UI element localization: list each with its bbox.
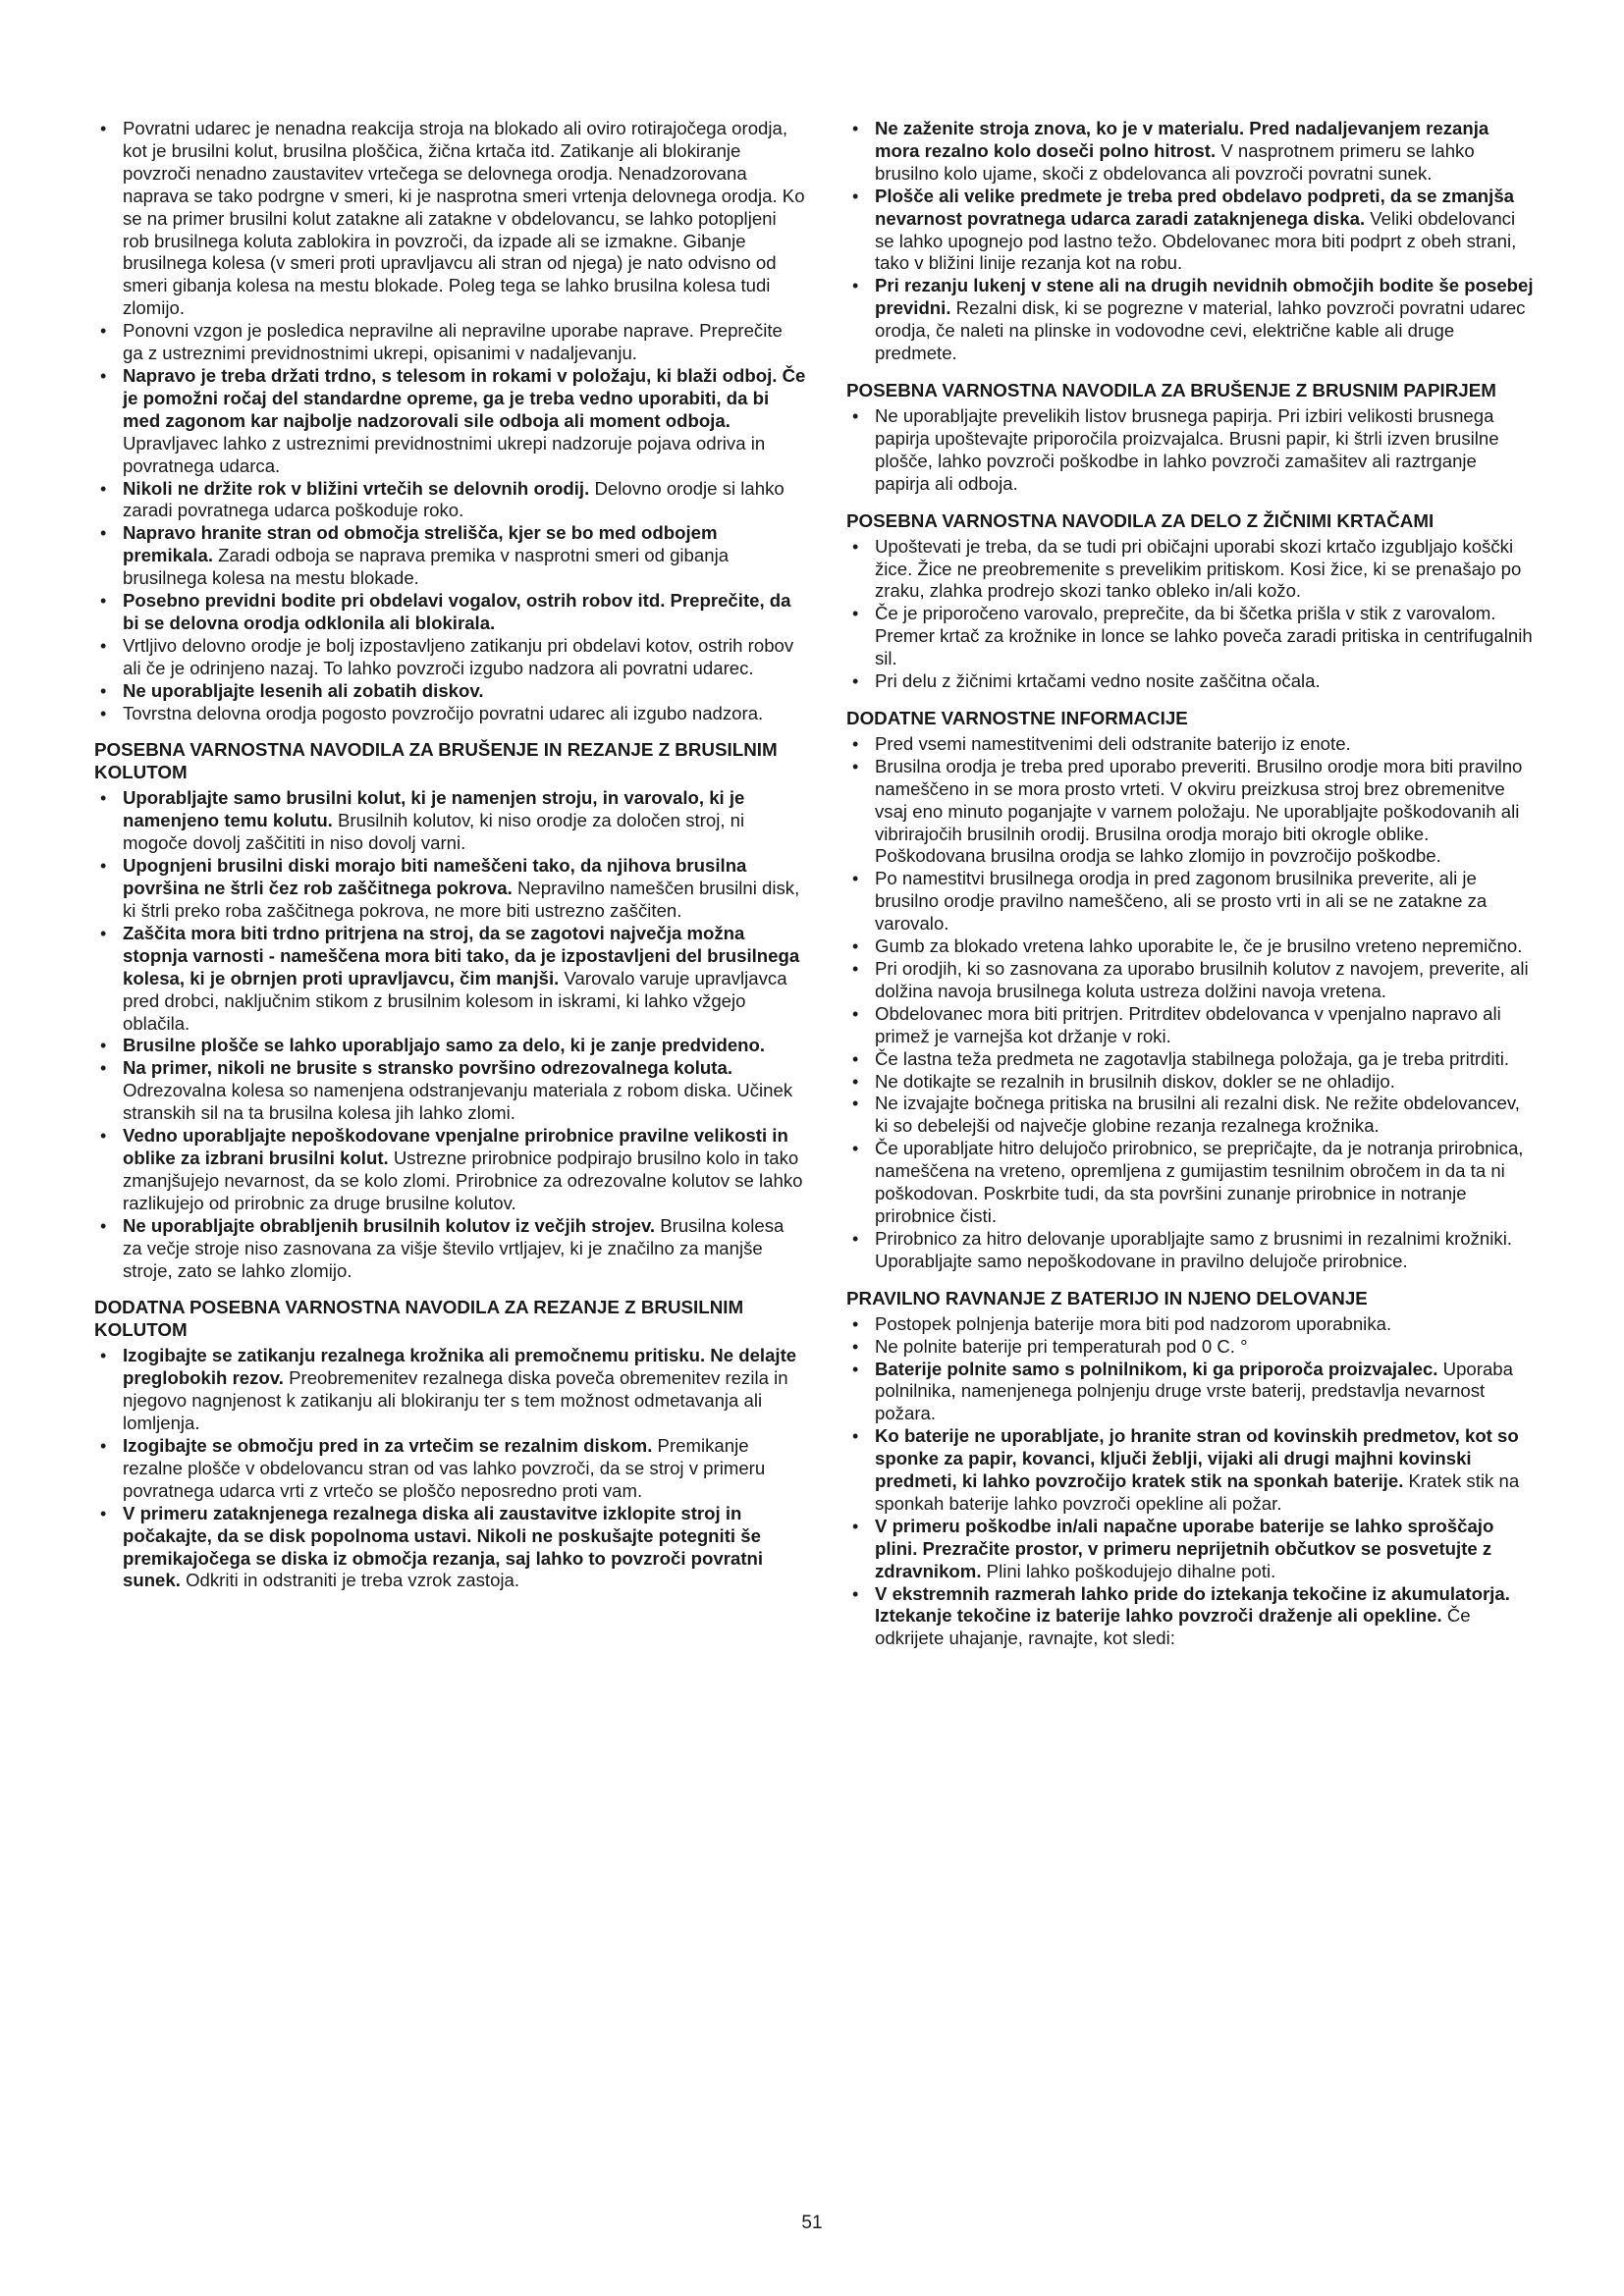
list-item-text: Povratni udarec je nenadna reakcija stroja na blokado ali oviro rotirajočega orodja, kot je brusilni kolut, brusilna ploščica, žična krtača itd. Zatikanje ali blokiranje povzroči nenadno zaustavitev vrtečega se delovnega orodja. Nenadzorovana naprava se tako podrgne v smeri, ki je nasprotna smeri vrtenja delovnega orodja. Ko se na primer brusilni kolut zatakne ali zatakne v obdelovancu, se lahko potopljeni rob brusilnega koluta zablokira in povzroči, da izpade ali se izmakne. Gibanje brusilnega kolesa (v smeri proti upravljavcu ali stran od njega) je nato odvisno od smeri gibanja kolesa na mestu blokade. Poleg tega se lahko brusilna kolesa tudi zlomijo. [123, 118, 805, 319]
list-item [846, 1336, 1534, 1359]
list-item-text: Nepravilno nameščen brusilni disk, ki štrli preko roba zaščitnega pokrova, ne more biti ustrezno zaščiten. [123, 878, 800, 921]
list-item-text: Zaradi odboja se naprava premika v nasprotni smeri od gibanja brusilnega kolesa na mestu blokade. [123, 545, 730, 589]
list-item [846, 1071, 1534, 1094]
list-item [94, 1503, 806, 1593]
cutting-continued-list [846, 118, 1534, 365]
list-item-bold-text: Ne zaženite stroja znova, ko je v materialu. Pred nadaljevanjem rezanja mora rezalno kolo doseči polno hitrost. [875, 118, 1489, 161]
list-item-text: Pred vsemi namestitvenimi deli odstranite baterijo iz enote. [875, 732, 1351, 754]
list-item-bold-text: Baterije polnite samo s polnilnikom, ki ga priporoča proizvajalec. [875, 1358, 1438, 1379]
list-item-text: Rezalni disk, ki se pogrezne v material, lahko povzroči povratni udarec orodja, če naleti na plinske in vodovodne cevi, električne kable ali druge predmete. [875, 297, 1526, 364]
list-item-text: Odrezovalna kolesa so namenjena odstranjevanju materiala z robom diska. Učinek stranskih sil na ta brusilna kolesa jih lahko zlomi. [123, 1080, 793, 1124]
list-item-bold-text: Posebno previdni bodite pri obdelavi vogalov, ostrih robov itd. Preprečite, da bi se delovna orodja odklonila ali blokirala. [123, 590, 791, 633]
additional-safety-list [846, 733, 1534, 1273]
list-item [846, 118, 1534, 186]
list-item-text: Brusilna kolesa za večje stroje niso zasnovana za višje število vrtljajev, ki je značilno za manjše stroje, zato se lahko zlomijo. [123, 1214, 785, 1281]
list-item [846, 935, 1534, 958]
list-item-text: Preobremenitev rezalnega diska poveča obremenitev rezila in njegovo nagnjenost k zatikanju ali blokiranju ter s tem možnost odmetavanja ali lomljenja. [123, 1367, 788, 1434]
list-item-bold-text: V ekstremnih razmerah lahko pride do iztekanja tekočine iz akumulatorja. Iztekanje tekočine iz baterije lahko povzroči draženje ali opekline. [875, 1582, 1510, 1627]
right-column [846, 118, 1534, 1650]
list-item-text: Upoštevati je treba, da se tudi pri običajni uporabi skozi krtačo izgubljajo koščki žice. Žice ne preobremenite s prevelikim pritiskom. Kosi žice, ki se prenašajo po zraku, zlahka prodrejo skozi tanko obleko in/ali kožo. [875, 535, 1522, 602]
list-item-text: Veliki obdelovanci se lahko upognejo pod lastno težo. Obdelovanec mora biti podprt z obeh strani, tako v bližini linije rezanja kot na robu. [875, 207, 1517, 274]
list-item [846, 1313, 1534, 1336]
list-item-bold-text: Ko baterije ne uporabljate, jo hranite stran od kovinskih predmetov, kot so sponke za papir, kovanci, ključi žeblji, vijaki ali drugi majhni kovinski predmeti, ki lahko povzročijo kratek stik na sponkah baterije. [875, 1425, 1519, 1492]
list-item-text: V nasprotnem primeru se lahko brusilno kolo ujame, skoči z obdelovanca ali povzroči povratni sunek. [875, 139, 1475, 184]
list-item-text: Če je priporočeno varovalo, preprečite, da bi ščetka prišla v stik z varovalom. Premer krtač za krožnike in lonce se lahko poveča zaradi pritiska in centrifugalnih sil. [875, 603, 1533, 669]
list-item [846, 186, 1534, 276]
list-item-bold-text: Uporabljajte samo brusilni kolut, ki je namenjen stroju, in varovalo, ki je namenjeno temu kolutu. [123, 787, 745, 831]
list-item-text: Obdelovanec mora biti pritrjen. Pritrditev obdelovanca v vpenjalno napravo ali primež je varnejša kot držanje v roki. [875, 1002, 1501, 1046]
list-item-text: Delovno orodje si lahko zaradi povratnega udarca poškoduje roko. [123, 477, 785, 521]
list-item-text: Vrtljivo delovno orodje je bolj izpostavljeno zatikanju pri obdelavi kotov, ostrih robov ali če je odrinjeno nazaj. To lahko povzroči izgubo nadzora ali povratni udarec. [123, 634, 794, 678]
sandpaper-list [846, 405, 1534, 496]
list-item [846, 603, 1534, 670]
grinding-cutting-list [94, 787, 806, 1282]
section-title-grinding-cutting: POSEBNA VARNOSTNA NAVODILA ZA BRUŠENJE IN REZANJE Z BRUSILNIM KOLUTOM [94, 739, 778, 783]
list-item-bold-text: Ne uporabljajte obrabljenih brusilnih kolutov iz večjih strojev. [123, 1214, 656, 1236]
list-item-bold-text: Pri rezanju lukenj v stene ali na drugih nevidnih območjih bodite še posebej previdni. [875, 275, 1534, 319]
list-item-text: Odkriti in odstraniti je treba vzrok zastoja. [186, 1570, 520, 1591]
list-item [846, 733, 1534, 756]
list-item [846, 958, 1534, 1003]
list-item-text: Ustrezne prirobnice podpirajo brusilno kolo in tako zmanjšujejo nevarnost, da se kolo zlomi. Prirobnice za odrezovalne kolutov se lahko razlikujejo od prirobnic za druge brusilne kolutov. [123, 1147, 803, 1213]
list-item-bold-text: Nikoli ne držite rok v bližini vrtečih se delovnih orodij. [123, 477, 590, 499]
list-item-bold-text: Napravo hranite stran od območja strelišča, kjer se bo med odbojem premikala. [123, 522, 718, 566]
list-item [846, 1048, 1534, 1071]
list-item-text: Če lastna teža predmeta ne zagotavlja stabilnega položaja, ga je treba pritrditi. [875, 1047, 1510, 1069]
list-item-text: Ne polnite baterije pri temperaturah pod 0 C. ° [875, 1335, 1248, 1357]
list-item-text: Brusilna orodja je treba pred uporabo preveriti. Brusilno orodje mora biti pravilno nameščeno in se mora prosto vrteti. V okviru preizkusa stroj brez obremenitve vsaj eno minuto poganjajte v varnem položaju. Ne uporabljajte poškodovanih ali vibrirajočih brusilnih orodij. Brusilna orodja morajo biti okrogle oblike. Poškodovana brusilna orodja se lahko zlomijo in povzročijo poškodbe. [875, 755, 1523, 867]
list-item-text: Ne dotikajte se rezalnih in brusilnih diskov, dokler se ne ohladijo. [875, 1070, 1395, 1092]
list-item-text: Varovalo varuje upravljavca pred drobci, naključnim stikom z brusilnim kolesom in iskrami, ki lahko vžgejo oblačila. [123, 967, 787, 1034]
list-item [94, 1345, 806, 1435]
list-item [846, 1359, 1534, 1426]
list-item-bold-text: Vedno uporabljajte nepoškodovane vpenjalne prirobnice pravilne velikosti in oblike za izbrani brusilni kolut. [123, 1125, 788, 1168]
section-title-battery: PRAVILNO RAVNANJE Z BATERIJO IN NJENO DELOVANJE [846, 1287, 1368, 1308]
list-item-text: Če uporabljate hitro delujočo prirobnico, se prepričajte, da je notranja prirobnica, nameščena na vreteno, opremljena z gumijastim tesnilnim obročem in da ta ni poškodovan. Poskrbite tudi, da sta površini zunanje prirobnice in notranje prirobnice čisti. [875, 1138, 1524, 1226]
kickback-list [94, 118, 806, 724]
list-item-text: Po namestitvi brusilnega orodja in pred zagonom brusilnika preverite, ali je brusilno orodje pravilno nameščeno, ali se prosto vrti in ali se ne zatakne za varovalo. [875, 868, 1488, 934]
list-item [94, 1057, 806, 1125]
list-item [846, 1138, 1534, 1228]
section-title-sandpaper: POSEBNA VARNOSTNA NAVODILA ZA BRUŠENJE Z BRUSNIM PAPIRJEM [846, 379, 1496, 400]
list-item-bold-text: Izogibajte se območju pred in za vrtečim se rezalnim diskom. [123, 1435, 653, 1457]
list-item [94, 1125, 806, 1215]
list-item [94, 1035, 806, 1057]
list-item [846, 868, 1534, 935]
section-title-additional-safety: DODATNE VARNOSTNE INFORMACIJE [846, 707, 1188, 728]
list-item-text: Pri orodjih, ki so zasnovana za uporabo brusilnih kolutov z navojem, preverite, ali dolžina navoja brusilnega koluta ustreza dolžini navoja vretena. [875, 958, 1529, 1001]
page-number: 51 [801, 2213, 823, 2233]
section-title-wire-brushes: POSEBNA VARNOSTNA NAVODILA ZA DELO Z ŽIČNIMI KRTAČAMI [846, 509, 1435, 531]
list-item-text: Ne izvajajte bočnega pritiska na brusilni ali rezalni disk. Ne režite obdelovancev, ki so debelejši od največje globine rezanja rezalnega krožnika. [875, 1093, 1520, 1137]
list-item [94, 923, 806, 1036]
list-item-bold-text: Ne uporabljajte lesenih ali zobatih diskov. [123, 679, 484, 701]
list-item [846, 1228, 1534, 1273]
cutting-additional-list [94, 1345, 806, 1592]
list-item [94, 635, 806, 680]
list-item [94, 703, 806, 725]
list-item-text: Ponovni vzgon je posledica nepravilne ali nepravilne uporabe naprave. Preprečite ga z ustreznimi previdnostnimi ukrepi, opisanimi v nadaljevanju. [123, 320, 783, 364]
list-item [94, 590, 806, 635]
list-item [94, 1215, 806, 1283]
list-item [846, 1583, 1534, 1651]
list-item [846, 1003, 1534, 1048]
list-item [94, 522, 806, 590]
list-item [846, 1516, 1534, 1583]
list-item-text: Prirobnico za hitro delovanje uporabljajte samo z brusnimi in rezalnimi krožniki. Uporabljajte samo nepoškodovane in pravilno delujoče prirobnice. [875, 1227, 1513, 1271]
list-item-bold-text: Plošče ali velike predmete je treba pred obdelavo podpreti, da se zmanjša nevarnost povratnega udarca zaradi zataknjenega diska. [875, 185, 1515, 229]
list-item-text: Brusilnih kolutov, ki niso orodje za določen stroj, ni mogoče dovolj zaščititi in niso dovolj varni. [123, 810, 745, 854]
list-item-text: Če odkrijete uhajanje, ravnajte, kot sledi: [875, 1605, 1471, 1649]
list-item-bold-text: V primeru zataknjenega rezalnega diska ali zaustavitve izklopite stroj in počakajte, da se disk popolnoma ustavi. Nikoli ne poskušajte potegniti še premikajočega se diska iz območja rezanja, saj lahko to povzroči povratni sunek. [123, 1502, 764, 1591]
list-item-bold-text: V primeru poškodbe in/ali napačne uporabe baterije se lahko sproščajo plini. Prezračite prostor, v primeru neprijetnih občutkov se posvetujte z zdravnikom. [875, 1515, 1494, 1581]
list-item-text: Postopek polnjenja baterije mora biti pod nadzorom uporabnika. [875, 1312, 1392, 1334]
list-item-text: Tovrstna delovna orodja pogosto povzročijo povratni udarec ali izgubo nadzora. [123, 702, 764, 723]
list-item-bold-text: Na primer, nikoli ne brusite s stransko površino odrezovalnega koluta. [123, 1057, 732, 1079]
list-item-bold-text: Upognjeni brusilni diski morajo biti nameščeni tako, da njihova brusilna površina ne štrli čez rob zaščitnega pokrova. [123, 855, 747, 899]
list-item-text: Pri delu z žičnimi krtačami vedno nosite zaščitna očala. [875, 670, 1321, 692]
list-item [94, 478, 806, 523]
list-item [94, 855, 806, 923]
section-title-cutting-additional: DODATNA POSEBNA VARNOSTNA NAVODILA ZA REZANJE Z BRUSILNIM KOLUTOM [94, 1297, 744, 1341]
list-item [94, 118, 806, 320]
list-item-bold-text: Izogibajte se zatikanju rezalnega krožnika ali premočnemu pritisku. Ne delajte preglobokih rezov. [123, 1345, 797, 1389]
list-item-text: Plini lahko poškodujejo dihalne poti. [986, 1560, 1276, 1581]
list-item-text: Premikanje rezalne plošče v obdelovancu stran od vas lahko povzroči, da se stroj v primeru povratnega udarca vrti z vrtečo se ploščo neposredno proti vam. [123, 1435, 766, 1501]
list-item [94, 320, 806, 365]
list-item [94, 787, 806, 855]
list-item-text: Kratek stik na sponkah baterije lahko povzroči opekline ali požar. [875, 1470, 1520, 1514]
list-item [94, 1435, 806, 1503]
list-item [846, 756, 1534, 869]
list-item [94, 365, 806, 478]
list-item [846, 275, 1534, 365]
list-item [846, 670, 1534, 693]
list-item-bold-text: Napravo je treba držati trdno, s telesom in rokami v položaju, ki blaži odboj. Če je pomožni ročaj del standardne opreme, ga je treba vedno uporabiti, da bi med zagonom kar najbolje nadzorovali sile odboja ali moment odboja. [123, 364, 806, 431]
list-item-text: Ne uporabljajte prevelikih listov brusnega papirja. Pri izbiri velikosti brusnega papirja upoštevajte priporočila proizvajalca. Brusni papir, ki štrli izven brusilne plošče, lahko povzroči poškodbe in lahko povzroči zamašitev ali raztrganje papirja ali odboja. [875, 404, 1499, 494]
list-item-bold-text: Zaščita mora biti trdno pritrjena na stroj, da se zagotovi največja možna stopnja varnosti - nameščena mora biti tako, da je izpostavljeni del brusilnega kolesa, ki je obrnjen proti upravljavcu, čim manjši. [123, 922, 800, 988]
list-item-text: Uporaba polnilnika, namenjenega polnjenju druge vrste baterij, predstavlja nevarnost požara. [875, 1358, 1513, 1424]
list-item [94, 680, 806, 703]
list-item-text: Gumb za blokado vretena lahko uporabite le, če je brusilno vreteno nepremično. [875, 935, 1523, 957]
battery-list [846, 1313, 1534, 1651]
list-item [846, 1425, 1534, 1516]
list-item-text: Upravljavec lahko z ustreznimi previdnostnimi ukrepi nadzoruje pojava odriva in povratnega udarca. [123, 432, 766, 476]
list-item [846, 536, 1534, 604]
wire-brushes-list [846, 536, 1534, 693]
left-column [94, 118, 806, 1592]
list-item [846, 1093, 1534, 1138]
list-item [846, 405, 1534, 496]
list-item-bold-text: Brusilne plošče se lahko uporabljajo samo za delo, ki je zanje predvideno. [123, 1035, 766, 1056]
